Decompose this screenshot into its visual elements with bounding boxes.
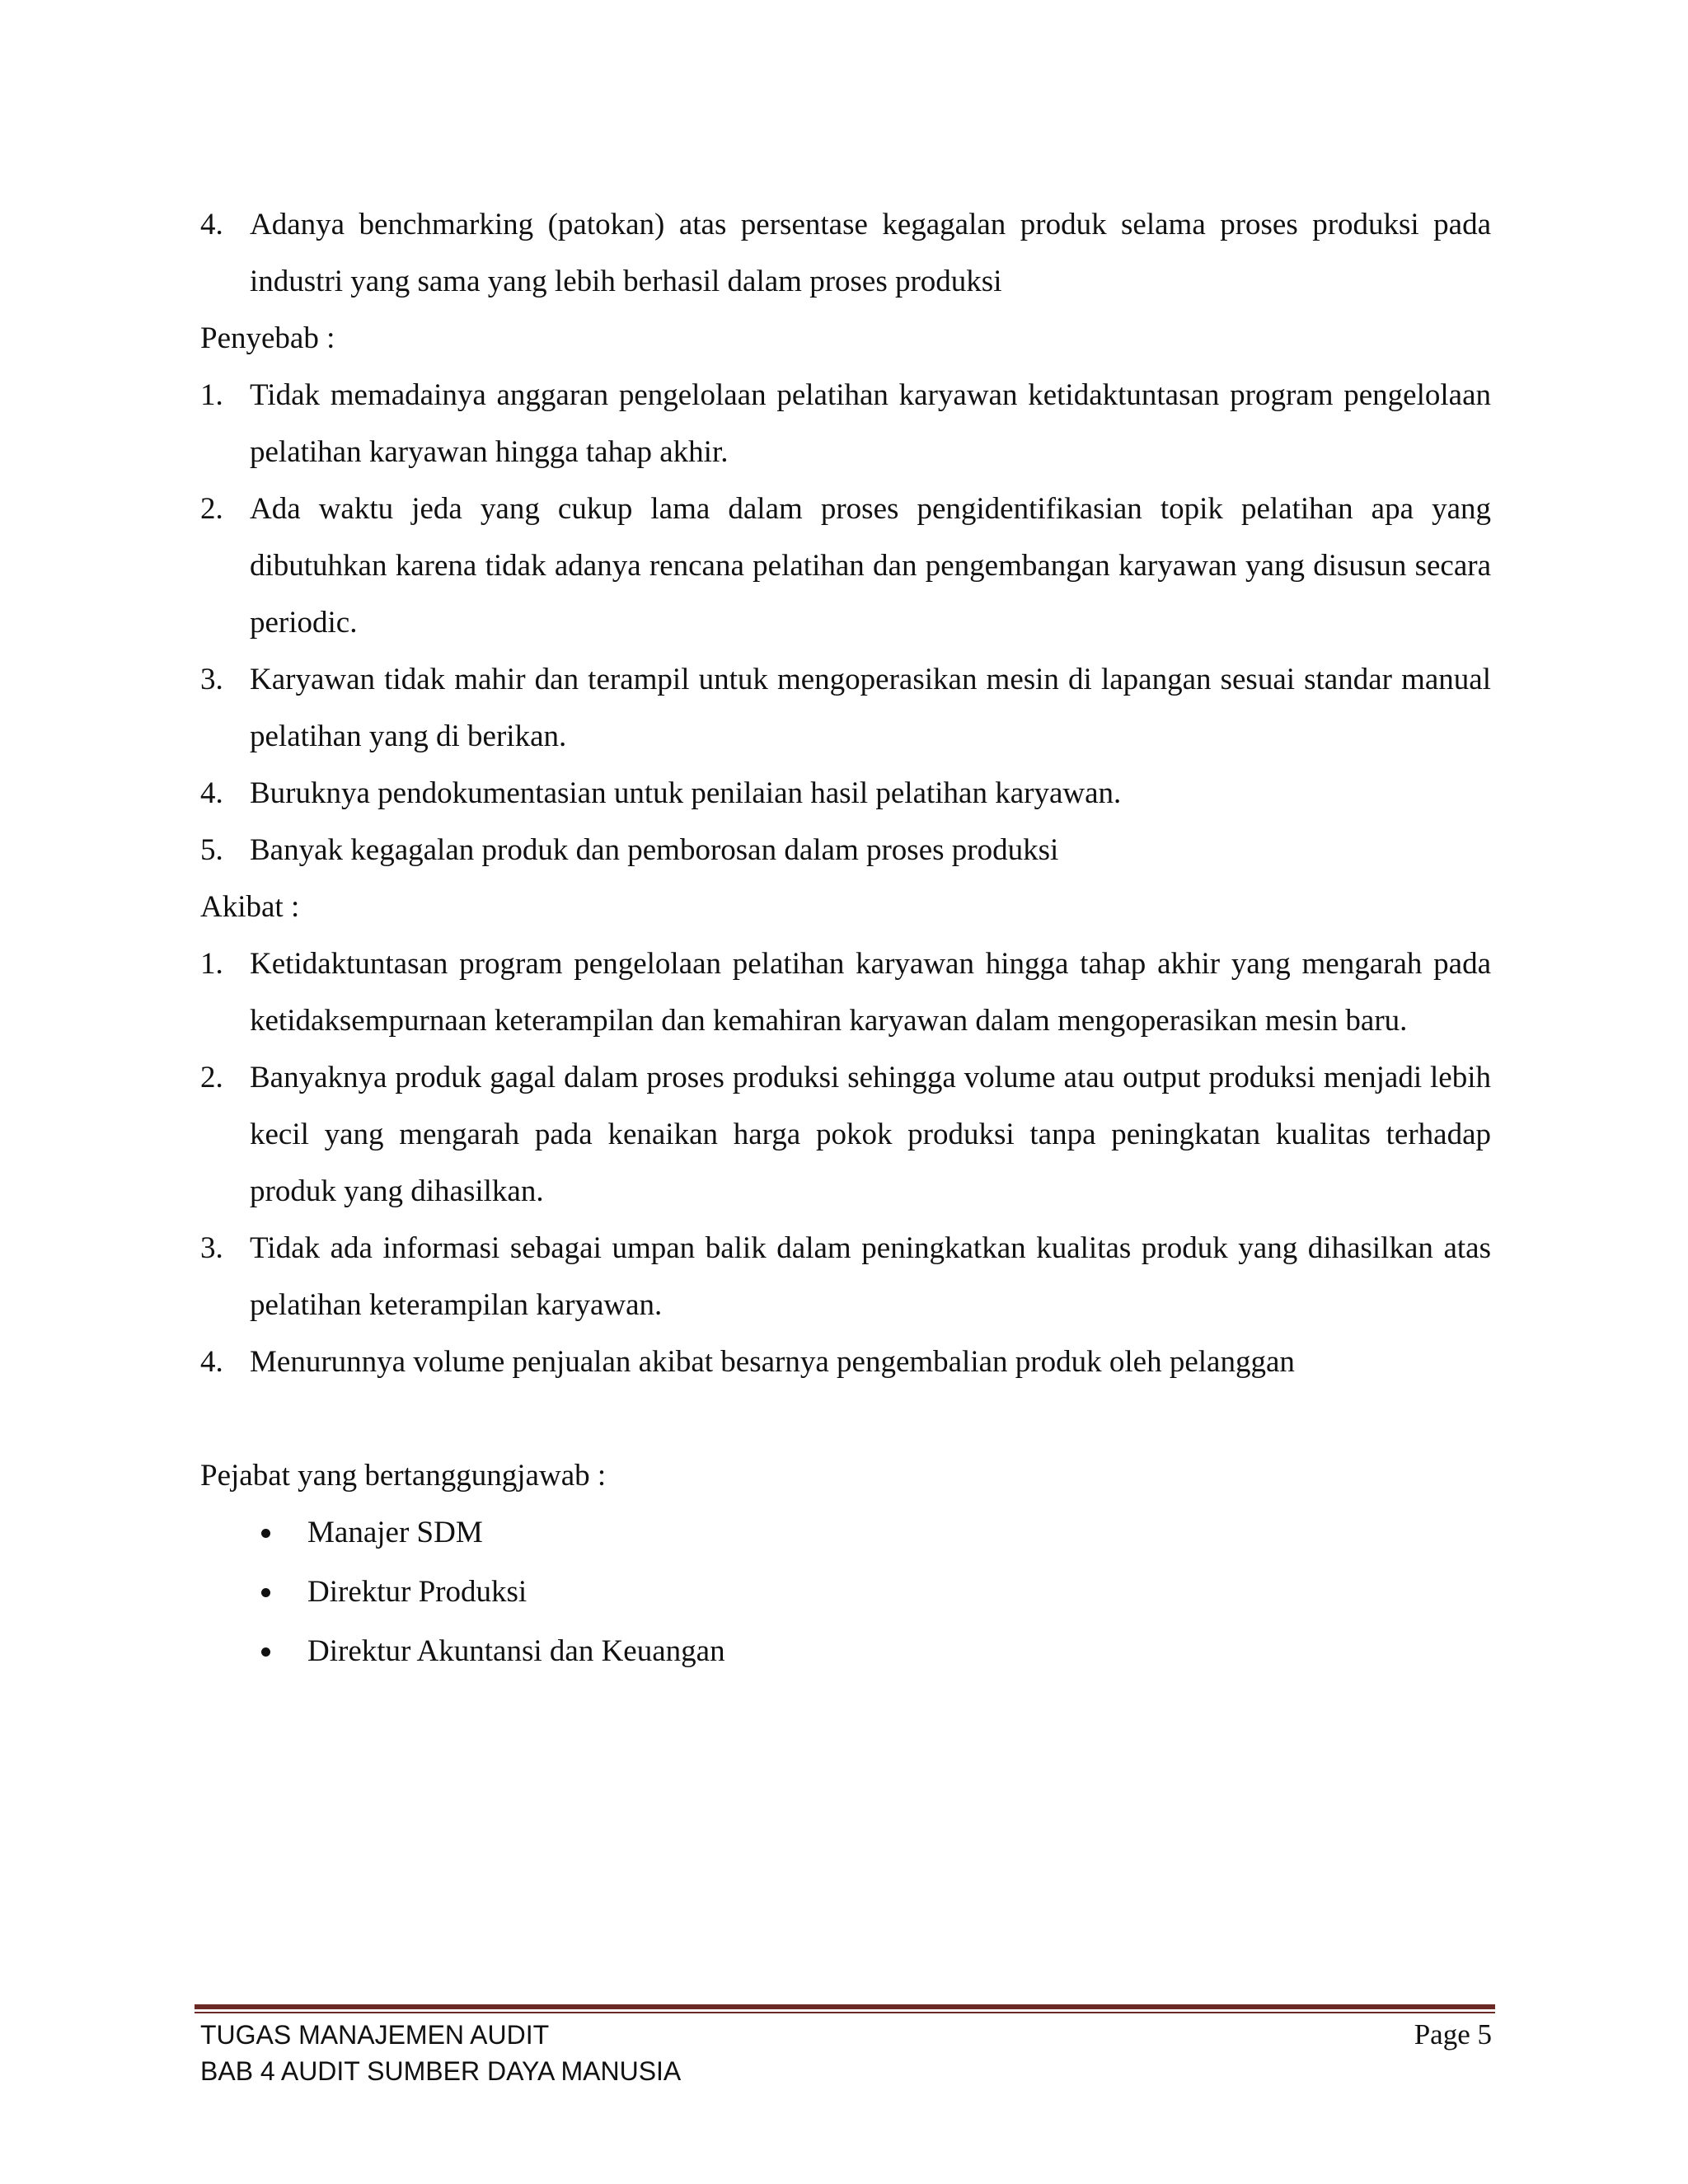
- list-number: 2.: [200, 492, 223, 526]
- footer-rule-thick: [195, 2004, 1495, 2009]
- list-item: [200, 822, 1491, 879]
- footer-subtitle: BAB 4 AUDIT SUMBER DAYA MANUSIA: [200, 2056, 682, 2086]
- list-item: [200, 1333, 1491, 1390]
- list-number: 1.: [200, 947, 223, 981]
- list-item: [200, 1220, 1491, 1333]
- bullet-text: Manajer SDM: [307, 1516, 483, 1549]
- responsible-officials-list: [250, 1504, 1491, 1682]
- list-item: [200, 196, 1491, 310]
- list-text: Ketidaktuntasan program pengelolaan pelatihan karyawan hingga tahap akhir yang mengarah pada ketidaksempurnaan keterampilan dan kemahiran karyawan dalam mengoperasikan mesin baru.: [250, 947, 1491, 1038]
- pejabat-heading: Pejabat yang bertanggungjawab :: [200, 1459, 607, 1493]
- list-item: [200, 935, 1491, 1049]
- bullet-item: [250, 1623, 1491, 1682]
- list-text: Tidak ada informasi sebagai umpan balik dalam peningkatkan kualitas produk yang dihasilkan atas pelatihan keterampilan karyawan.: [250, 1231, 1491, 1322]
- bullet-item: [250, 1504, 1491, 1563]
- list-text: Banyak kegagalan produk dan pemborosan dalam proses produksi: [250, 833, 1059, 867]
- list-item: [200, 765, 1491, 822]
- list-number: 3.: [200, 1231, 223, 1265]
- list-number: 4.: [200, 1345, 223, 1379]
- bullet-icon: [250, 1623, 307, 1680]
- list-number: 3.: [200, 663, 223, 696]
- penyebab-heading: Penyebab :: [200, 321, 335, 355]
- akibat-heading: Akibat :: [200, 890, 300, 924]
- footer-rule-thin: [195, 2012, 1495, 2013]
- list-text: Tidak memadainya anggaran pengelolaan pelatihan karyawan ketidaktuntasan program pengelolaan pelatihan karyawan hingga tahap akhir.: [250, 378, 1491, 469]
- list-text: Ada waktu jeda yang cukup lama dalam proses pengidentifikasian topik pelatihan apa yang dibutuhkan karena tidak adanya rencana pelatihan dan pengembangan karyawan yang disusun secara periodic.: [250, 492, 1491, 640]
- list-item: [200, 651, 1491, 765]
- list-number: 1.: [200, 378, 223, 412]
- bullet-text: Direktur Akuntansi dan Keuangan: [307, 1634, 725, 1668]
- bullet-text: Direktur Produksi: [307, 1575, 528, 1609]
- list-item: [200, 367, 1491, 480]
- footer-title: TUGAS MANAJEMEN AUDIT: [200, 2020, 550, 2050]
- bullet-icon: [250, 1563, 307, 1620]
- list-number: 5.: [200, 833, 223, 867]
- list-text: Adanya benchmarking (patokan) atas persentase kegagalan produk selama proses produksi pada industri yang sama yang lebih berhasil dalam proses produksi: [250, 208, 1491, 298]
- list-text: Buruknya pendokumentasian untuk penilaian hasil pelatihan karyawan.: [250, 776, 1122, 810]
- list-item: [200, 480, 1491, 651]
- list-number: 2.: [200, 1061, 223, 1094]
- footer-rule: [195, 2004, 1495, 2014]
- list-number: 4.: [200, 776, 223, 810]
- bullet-item: [250, 1563, 1491, 1623]
- list-item: [200, 1049, 1491, 1220]
- list-number: 4.: [200, 208, 223, 241]
- list-text: Karyawan tidak mahir dan terampil untuk mengoperasikan mesin di lapangan sesuai standar manual pelatihan yang di berikan.: [250, 663, 1491, 753]
- bullet-icon: [250, 1504, 307, 1561]
- list-text: Menurunnya volume penjualan akibat besarnya pengembalian produk oleh pelanggan: [250, 1345, 1295, 1379]
- document-body: [200, 196, 1491, 1682]
- list-text: Banyaknya produk gagal dalam proses produksi sehingga volume atau output produksi menjadi lebih kecil yang mengarah pada kenaikan harga pokok produksi tanpa peningkatan kualitas terhadap produk yang dihasilkan.: [250, 1061, 1491, 1208]
- page-number: Page 5: [1414, 2018, 1492, 2050]
- blank-line: [200, 1390, 1491, 1447]
